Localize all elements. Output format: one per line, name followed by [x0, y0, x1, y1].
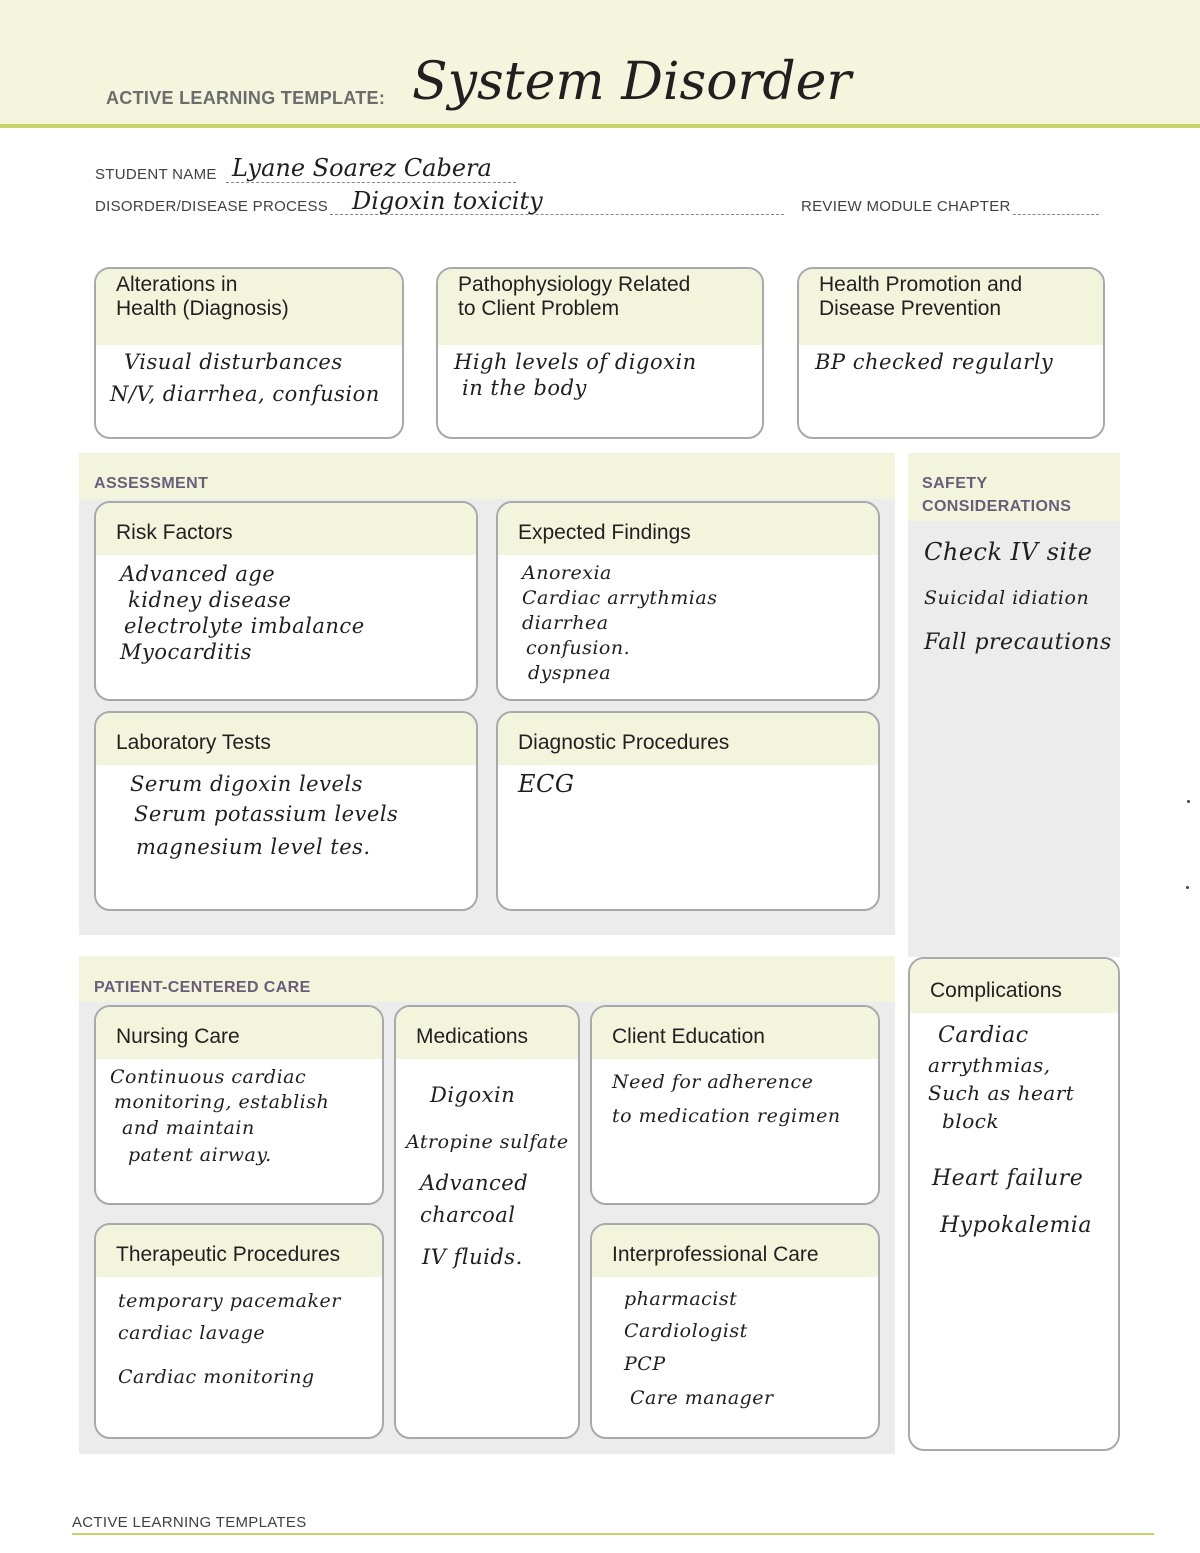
- student-name-value[interactable]: Lyane Soarez Cabera: [232, 154, 492, 182]
- safety-panel: [908, 453, 1120, 957]
- interprofessional-care-line-2: Cardiologist: [624, 1320, 748, 1342]
- complications-line-1: Cardiac: [938, 1023, 1029, 1048]
- therapeutic-procedures-line-1: temporary pacemaker: [118, 1290, 341, 1312]
- health-promotion-line-1: BP checked regularly: [815, 350, 1054, 374]
- risk-factors-content[interactable]: [96, 555, 476, 665]
- safety-line-3: Fall precautions: [924, 630, 1112, 655]
- interprofessional-care-content[interactable]: [592, 1277, 878, 1415]
- complications-line-4: block: [942, 1109, 1000, 1133]
- health-promotion-content[interactable]: [799, 345, 1103, 375]
- medications-line-2: Atropine sulfate: [406, 1131, 569, 1153]
- patient-centered-care-title: PATIENT-CENTERED CARE: [94, 979, 311, 996]
- nursing-care-line-2: monitoring, establish: [114, 1091, 330, 1113]
- disorder-label: DISORDER/DISEASE PROCESS: [95, 198, 329, 215]
- therapeutic-procedures-box: [94, 1223, 384, 1439]
- expected-findings-line-3: diarrhea: [522, 612, 609, 634]
- diagnostic-procedures-content[interactable]: [498, 765, 878, 797]
- medications-line-5: IV fluids.: [422, 1245, 523, 1269]
- safety-line-2: Suicidal idiation: [924, 587, 1090, 609]
- safety-title-1: SAFETY: [922, 475, 988, 492]
- therapeutic-procedures-content[interactable]: [96, 1277, 382, 1405]
- client-education-header: Client Education: [592, 1007, 878, 1059]
- complications-line-3: Such as heart: [928, 1081, 1075, 1105]
- expected-findings-line-5: dyspnea: [528, 662, 612, 684]
- safety-content[interactable]: [924, 530, 1112, 664]
- nursing-care-line-1: Continuous cardiac: [110, 1066, 307, 1088]
- safety-title: [922, 472, 1071, 518]
- laboratory-tests-line-2: Serum potassium levels: [134, 802, 399, 826]
- template-label: ACTIVE LEARNING TEMPLATE:: [106, 88, 386, 108]
- health-promotion-title-1: Health Promotion and: [819, 273, 1023, 296]
- risk-factors-line-3: electrolyte imbalance: [124, 614, 365, 638]
- client-education-content[interactable]: [592, 1059, 878, 1133]
- medications-box: [394, 1005, 580, 1439]
- risk-factors-box: [94, 501, 478, 701]
- interprofessional-care-line-1: pharmacist: [624, 1288, 738, 1310]
- diagnostic-procedures-header: Diagnostic Procedures: [498, 713, 878, 765]
- assessment-title: ASSESSMENT: [94, 475, 209, 492]
- therapeutic-procedures-line-2: cardiac lavage: [118, 1322, 266, 1344]
- medications-line-4: charcoal: [420, 1203, 516, 1227]
- pathophysiology-content[interactable]: [438, 345, 762, 401]
- review-chapter-label: REVIEW MODULE CHAPTER: [801, 198, 1011, 215]
- header-rule: [0, 124, 1200, 128]
- laboratory-tests-line-1: Serum digoxin levels: [130, 772, 363, 796]
- expected-findings-content[interactable]: [498, 555, 878, 686]
- risk-factors-line-1: Advanced age: [120, 562, 276, 586]
- diagnostic-procedures-box: [496, 711, 880, 911]
- alterations-line-1: Visual disturbances: [124, 350, 343, 374]
- risk-factors-line-4: Myocarditis: [120, 640, 252, 664]
- nursing-care-line-4: patent airway.: [128, 1144, 272, 1166]
- client-education-box: [590, 1005, 880, 1205]
- complications-line-2: arrythmias,: [928, 1053, 1051, 1077]
- client-education-line-1: Need for adherence: [612, 1071, 814, 1093]
- diagnostic-procedures-line-1: ECG: [518, 770, 575, 798]
- client-education-line-2: to medication regimen: [612, 1105, 841, 1127]
- expected-findings-header: Expected Findings: [498, 503, 878, 555]
- nursing-care-header: Nursing Care: [96, 1007, 382, 1059]
- interprofessional-care-header: Interprofessional Care: [592, 1225, 878, 1277]
- expected-findings-line-1: Anorexia: [522, 562, 612, 584]
- pathophysiology-line-1: High levels of digoxin: [454, 350, 697, 374]
- alterations-title-1: Alterations in: [116, 273, 238, 296]
- complications-line-5: Heart failure: [932, 1166, 1084, 1191]
- laboratory-tests-box: [94, 711, 478, 911]
- student-name-label: STUDENT NAME: [95, 166, 217, 183]
- health-promotion-header: [799, 269, 1103, 345]
- pathophysiology-title-2: to Client Problem: [458, 297, 620, 320]
- pathophysiology-box: [436, 267, 764, 439]
- medications-line-1: Digoxin: [430, 1083, 516, 1107]
- interprofessional-care-box: [590, 1223, 880, 1439]
- complications-content[interactable]: [910, 1013, 1118, 1251]
- interprofessional-care-line-4: Care manager: [630, 1387, 774, 1409]
- alterations-title-2: Health (Diagnosis): [116, 297, 289, 320]
- medications-line-3: Advanced: [420, 1171, 529, 1195]
- therapeutic-procedures-line-3: Cardiac monitoring: [118, 1366, 315, 1388]
- review-chapter-line: [1013, 214, 1099, 215]
- stray-mark: [1186, 886, 1189, 889]
- pathophysiology-line-2: in the body: [462, 376, 587, 400]
- medications-header: Medications: [396, 1007, 578, 1059]
- interprofessional-care-line-3: PCP: [624, 1353, 666, 1375]
- safety-line-1: Check IV site: [924, 538, 1093, 566]
- alterations-content[interactable]: [96, 345, 402, 407]
- template-title: System Disorder: [412, 52, 852, 112]
- complications-box: [908, 957, 1120, 1451]
- nursing-care-box: [94, 1005, 384, 1205]
- health-promotion-box: [797, 267, 1105, 439]
- expected-findings-box: [496, 501, 880, 701]
- alterations-header: [96, 269, 402, 345]
- expected-findings-line-4: confusion.: [526, 637, 631, 659]
- disorder-value[interactable]: Digoxin toxicity: [352, 187, 543, 215]
- nursing-care-line-3: and maintain: [122, 1117, 255, 1139]
- medications-content[interactable]: [396, 1059, 578, 1283]
- therapeutic-procedures-header: Therapeutic Procedures: [96, 1225, 382, 1277]
- expected-findings-line-2: Cardiac arrythmias: [522, 587, 718, 609]
- complications-line-6: Hypokalemia: [940, 1213, 1092, 1238]
- laboratory-tests-header: Laboratory Tests: [96, 713, 476, 765]
- stray-mark: [1187, 800, 1190, 803]
- alterations-line-2: N/V, diarrhea, confusion: [110, 382, 380, 406]
- pathophysiology-header: [438, 269, 762, 345]
- risk-factors-header: Risk Factors: [96, 503, 476, 555]
- footer-label: ACTIVE LEARNING TEMPLATES: [72, 1514, 307, 1531]
- health-promotion-title-2: Disease Prevention: [819, 297, 1002, 320]
- safety-title-2: CONSIDERATIONS: [922, 498, 1072, 515]
- laboratory-tests-line-3: magnesium level tes.: [136, 835, 371, 859]
- alterations-box: [94, 267, 404, 439]
- complications-header: Complications: [910, 959, 1118, 1013]
- pathophysiology-title-1: Pathophysiology Related: [458, 273, 691, 296]
- laboratory-tests-content[interactable]: [96, 765, 476, 865]
- risk-factors-line-2: kidney disease: [128, 588, 292, 612]
- student-name-line: [226, 182, 516, 183]
- nursing-care-content[interactable]: [96, 1059, 382, 1169]
- footer-rule: [72, 1533, 1154, 1535]
